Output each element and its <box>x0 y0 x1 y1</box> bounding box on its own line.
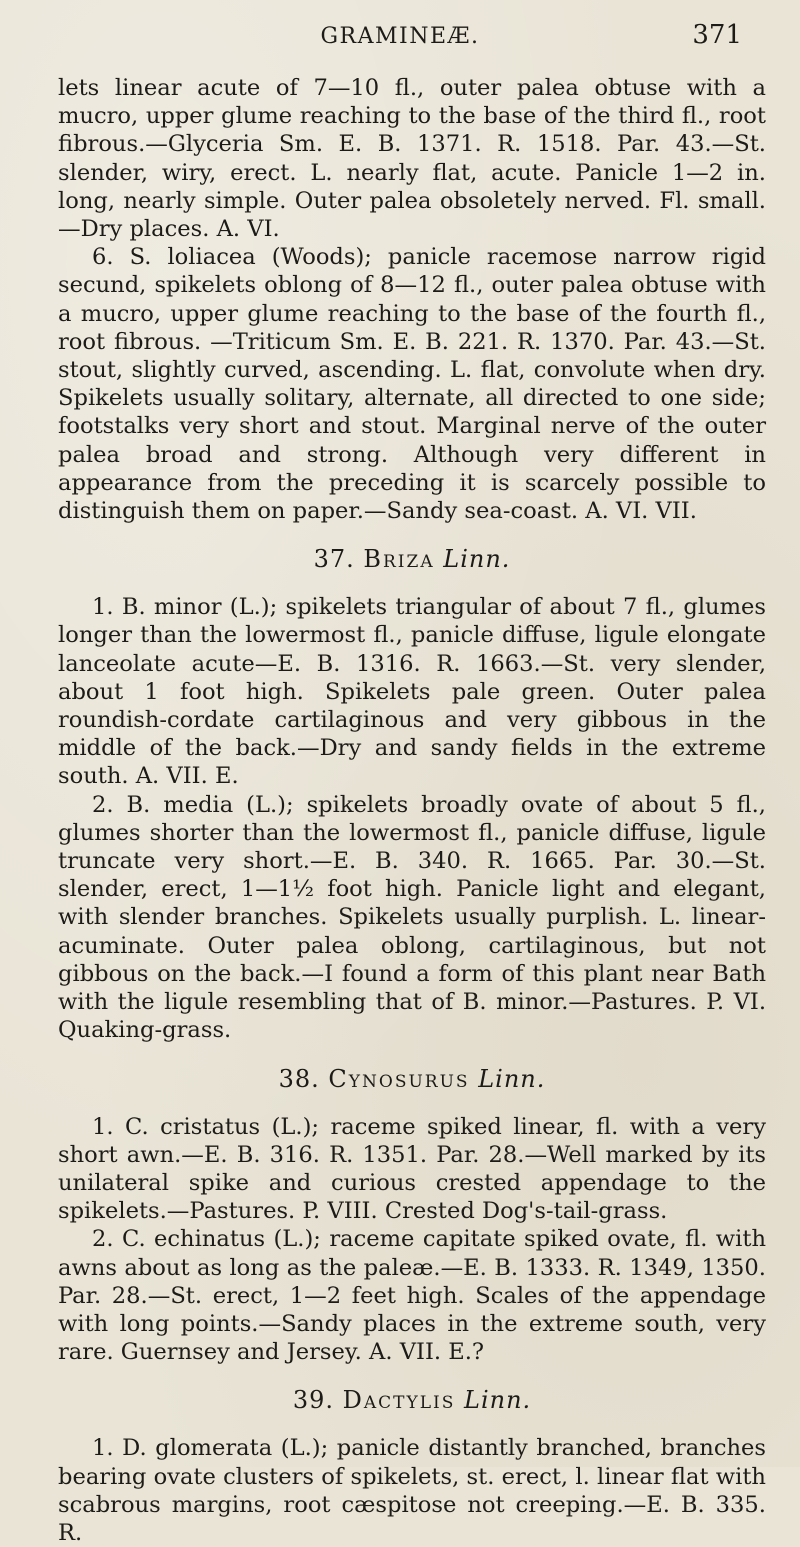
species-entry: 1. D. glomerata (L.); panicle distantly branched, branches bearing ovate clusters of spikelets, st. erect, l. linear flat with scabrous margins, root cæspitose not creeping.—E. B. 335. R. <box>58 1435 766 1546</box>
genus-number: 39. <box>292 1386 334 1415</box>
paragraph-continuation: lets linear acute of 7—10 fl., outer palea obtuse with a mucro, upper glume reaching to the base of the third fl., root fibrous.—Glyceria Sm. E. B. 1371. R. 1518. Par. 43.—St. slender, wiry, erect. L. nearly flat, acute. Panicle 1—2 in. long, nearly simple. Outer palea obsoletely nerved. Fl. small.—Dry places. A. VI. <box>58 75 766 243</box>
genus-heading-cynosurus <box>58 1065 766 1093</box>
genus-heading-dactylis <box>58 1386 766 1414</box>
running-head <box>58 18 742 58</box>
genus-number: 38. <box>278 1064 320 1093</box>
genus-heading-briza <box>58 545 766 573</box>
species-entry: 1. C. cristatus (L.); raceme spiked linear, fl. with a very short awn.—E. B. 316. R. 1351. Par. 28.—Well marked by its unilateral spike and curious crested appendage to the spikelets.—Pastures. P. VIII. Crested Dog's-tail-grass. <box>58 1113 766 1225</box>
genus-authority: Linn. <box>443 545 511 574</box>
genus-authority: Linn. <box>478 1064 546 1093</box>
page-number: 371 <box>692 20 742 50</box>
paragraph-species-6: 6. S. loliacea (Woods); panicle racemose narrow rigid secund, spikelets oblong of 8—12 fl., outer palea obtuse with a mucro, upper glume reaching to the base of the fourth fl., root fibrous. —Triticum Sm. E. B. 221. R. 1370. Par. 43.—St. stout, slightly curved, ascending. L. flat, convolute when dry. Spikelets usually solitary, alternate, all directed to one side; footstalks very short and stout. Marginal nerve of the outer palea broad and strong. Although very different in appearance from the preceding it is scarcely possible to distinguish them on paper.—Sandy sea-coast. A. VI. VII. <box>58 244 766 525</box>
body-text <box>58 74 766 1547</box>
genus-name: Briza <box>363 545 435 574</box>
species-entry: 1. B. minor (L.); spikelets triangular of about 7 fl., glumes longer than the lowermost fl., panicle diffuse, ligule elongate lanceolate acute—E. B. 1316. R. 1663.—St. very slender, about 1 foot high. Spikelets pale green. Outer palea roundish-cordate cartilaginous and very gibbous in the middle of the back.—Dry and sandy fields in the extreme south. A. VII. E. <box>58 594 766 790</box>
running-title: GRAMINEÆ. <box>320 24 480 49</box>
genus-name: Dactylis <box>342 1386 456 1415</box>
genus-authority: Linn. <box>464 1386 532 1415</box>
species-entry: 2. C. echinatus (L.); raceme capitate spiked ovate, fl. with awns about as long as the paleæ.—E. B. 1333. R. 1349, 1350. Par. 28.—St. erect, 1—2 feet high. Scales of the appendage with long points.—Sandy places in the extreme south, very rare. Guernsey and Jersey. A. VII. E.? <box>58 1226 766 1366</box>
genus-number: 37. <box>313 545 355 574</box>
species-entry: 2. B. media (L.); spikelets broadly ovate of about 5 fl., glumes shorter than the lowermost fl., panicle diffuse, ligule truncate very short.—E. B. 340. R. 1665. Par. 30.—St. slender, erect, 1—1½ foot high. Panicle light and elegant, with slender branches. Spikelets usually purplish. L. linear-acuminate. Outer palea oblong, cartilaginous, but not gibbous on the back.—I found a form of this plant near Bath with the ligule resembling that of B. minor.—Pastures. P. VI. Quaking-grass. <box>58 791 766 1044</box>
genus-name: Cynosurus <box>328 1064 470 1093</box>
